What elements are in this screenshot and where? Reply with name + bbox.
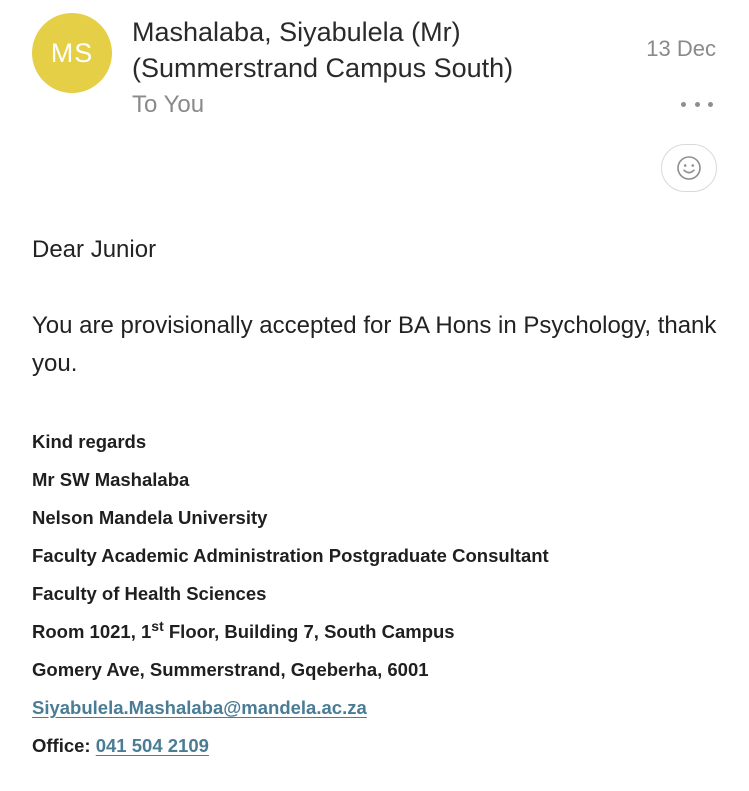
add-reaction-button[interactable] [661,144,717,192]
email-signature [32,425,722,767]
sender-name[interactable]: Mashalaba, Siyabulela (Mr) (Summerstrand Campus South) [132,17,514,83]
recipient-line[interactable]: To You [132,91,205,118]
smiley-icon [676,155,702,181]
avatar[interactable]: MS [32,13,112,93]
ellipsis-icon-dot [695,102,700,107]
room-prefix: Room 1021, 1 [32,621,152,642]
signature-email-line [32,691,722,729]
room-suffix: Floor, Building 7, South Campus [163,621,455,642]
signature-address: Gomery Ave, Summerstrand, Gqeberha, 6001 [32,659,429,680]
more-options-button[interactable] [681,93,713,115]
ellipsis-icon-dot [708,102,713,107]
email-link[interactable]: Siyabulela.Mashalaba@mandela.ac.za [32,697,367,718]
signature-name: Mr SW Mashalaba [32,469,190,490]
signature-role: Faculty Academic Administration Postgraduate Consultant [32,545,549,566]
signature-institution: Nelson Mandela University [32,507,268,528]
signature-faculty: Faculty of Health Sciences [32,583,267,604]
ellipsis-icon-dot [681,102,686,107]
message-body [32,231,722,383]
greeting-text: Dear Junior [32,236,157,263]
signature-room [32,615,722,653]
message-paragraph: You are provisionally accepted for BA Hons in Psychology, thank you. [32,312,717,377]
office-label: Office: [32,735,96,756]
signature-office-line [32,729,722,767]
room-superscript: st [151,617,164,634]
signature-closing: Kind regards [32,431,147,452]
phone-link[interactable]: 041 504 2109 [95,735,209,756]
message-date: 13 Dec [646,36,716,61]
